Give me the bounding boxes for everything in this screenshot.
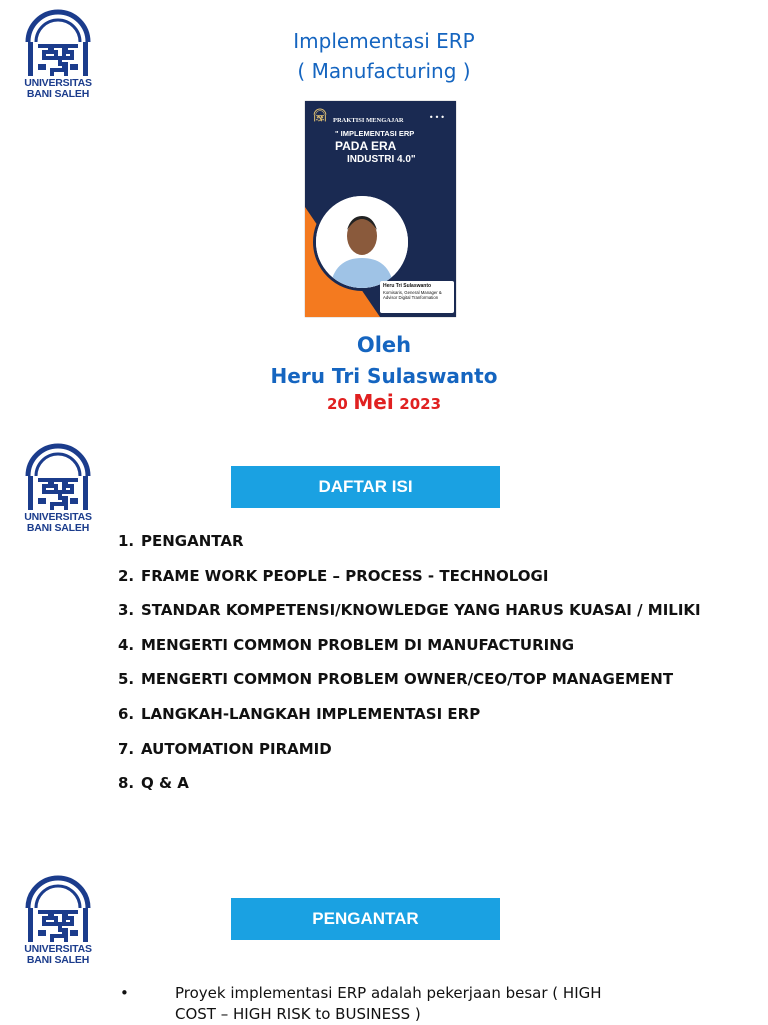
- university-logo: [22, 874, 94, 966]
- poster-quote-line-2: PADA ERA: [335, 139, 397, 153]
- bullet-text: Proyek implementasi ERP adalah pekerjaan besar ( HIGH COST – HIGH RISK to BUSINESS ): [175, 984, 602, 1023]
- table-of-contents-slide: [0, 432, 768, 832]
- list-item: [118, 740, 701, 775]
- introduction-slide: [0, 864, 768, 1024]
- list-item: [118, 567, 701, 602]
- logo-line-2: BANI SALEH: [26, 88, 90, 100]
- presentation-date: [0, 390, 768, 414]
- poster-quote-line-3: INDUSTRI 4.0": [347, 154, 416, 165]
- item-number: 3.: [118, 601, 135, 620]
- university-emblem-icon: [22, 442, 94, 512]
- poster-dots: •••: [428, 113, 446, 122]
- presentation-title: Implementasi ERP: [293, 29, 475, 53]
- speaker-photo: [313, 193, 411, 291]
- bullet-icon: •: [120, 984, 129, 1002]
- list-item: [118, 636, 701, 671]
- date-year: 2023: [399, 395, 442, 413]
- item-number: 8.: [118, 774, 135, 793]
- speaker-role: Komisaris, General Manager & Advisor Digital Tranformation: [383, 290, 442, 300]
- list-item: [118, 774, 701, 809]
- event-poster: [305, 101, 456, 317]
- date-day: 20: [326, 395, 348, 413]
- item-number: 1.: [118, 532, 135, 550]
- item-text: MENGERTI COMMON PROBLEM DI MANUFACTURING: [141, 635, 575, 654]
- item-number: 7.: [118, 739, 135, 758]
- university-logo: [22, 442, 94, 534]
- logo-line-1: UNIVERSITAS: [24, 943, 92, 955]
- speaker-card: [380, 281, 454, 313]
- item-number: 6.: [118, 704, 135, 723]
- date-month: Mei: [353, 390, 394, 414]
- item-number: 4.: [118, 635, 135, 654]
- speaker-name: Heru Tri Sulaswanto: [383, 283, 432, 289]
- list-item: [118, 601, 701, 636]
- university-emblem-icon: [22, 874, 94, 944]
- list-item: [118, 670, 701, 705]
- item-number: 2.: [118, 566, 135, 585]
- logo-line-1: UNIVERSITAS: [24, 77, 92, 89]
- item-number: 5.: [118, 670, 135, 689]
- poster-logo-icon: [313, 108, 327, 122]
- list-item: [118, 532, 701, 567]
- item-text: FRAME WORK PEOPLE – PROCESS - TECHNOLOGI: [141, 566, 549, 585]
- intro-banner: PENGANTAR: [231, 898, 500, 940]
- author-name: Heru Tri Sulaswanto: [270, 364, 498, 388]
- list-item: [118, 705, 701, 740]
- logo-line-2: BANI SALEH: [26, 954, 90, 966]
- item-text: LANGKAH-LANGKAH IMPLEMENTASI ERP: [141, 704, 481, 723]
- logo-line-1: UNIVERSITAS: [24, 511, 92, 523]
- item-text: STANDAR KOMPETENSI/KNOWLEDGE YANG HARUS KUASAI / MILIKI: [141, 601, 701, 620]
- item-text: PENGANTAR: [141, 532, 244, 550]
- presentation-subtitle: ( Manufacturing ): [297, 59, 471, 83]
- poster-quote-line-1: " IMPLEMENTASI ERP: [335, 129, 415, 138]
- logo-line-2: BANI SALEH: [26, 522, 90, 534]
- toc-list: [118, 532, 701, 809]
- poster-heading: PRAKTISI MENGAJAR: [333, 117, 404, 124]
- person-icon: [316, 196, 408, 288]
- item-text: Q & A: [141, 774, 189, 793]
- toc-banner: DAFTAR ISI: [231, 466, 500, 508]
- by-label: Oleh: [356, 333, 412, 357]
- item-text: AUTOMATION PIRAMID: [141, 739, 332, 758]
- item-text: MENGERTI COMMON PROBLEM OWNER/CEO/TOP MANAGEMENT: [141, 670, 674, 689]
- title-slide: [0, 0, 768, 424]
